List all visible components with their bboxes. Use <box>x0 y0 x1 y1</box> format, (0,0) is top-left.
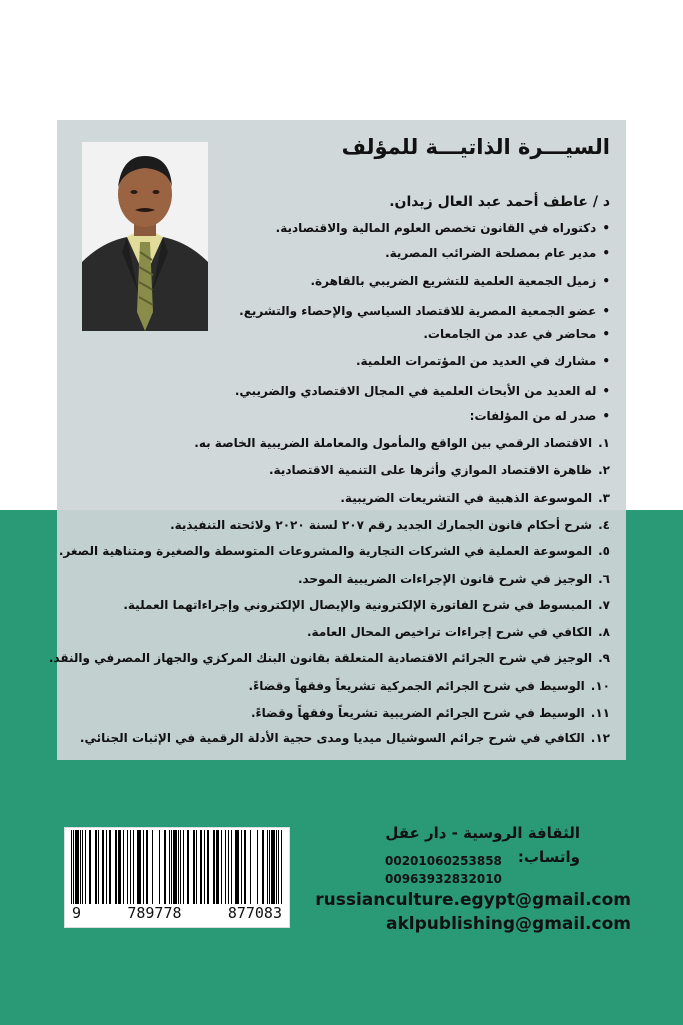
publication-item: ٨.الكافي في شرح إجراءات تراخيص المحال العامة. <box>306 625 610 639</box>
publication-item: ١١.الوسيط في شرح الجرائم الضريبية تشريعاً وفقهاً وقضاءً. <box>250 706 610 720</box>
bio-item: •زميل الجمعية العلمية للتشريع الضريبي بالقاهرة. <box>310 274 610 288</box>
bullet-icon: • <box>602 274 610 288</box>
bio-item: •عضو الجمعية المصرية للاقتصاد السياسي والإحصاء والتشريع. <box>239 304 610 318</box>
bio-item: •محاضر في عدد من الجامعات. <box>423 327 610 341</box>
publication-item: ١٢.الكافي في شرح جرائم السوشيال ميديا ومدى حجية الأدلة الرقمية في الإثبات الجنائي. <box>79 731 610 745</box>
bio-item: •دكتوراه في القانون تخصص العلوم المالية والاقتصادية. <box>275 221 610 235</box>
bullet-icon: • <box>602 354 610 368</box>
phone-number: 00201060253858 <box>385 854 502 868</box>
bullet-icon: • <box>602 409 610 423</box>
bullet-icon: • <box>602 221 610 235</box>
publication-item: ٥.الموسوعة العملية في الشركات التجارية والمشروعات المتوسطة والصغيرة ومتناهية الصغر. <box>58 544 610 558</box>
bullet-icon: • <box>602 304 610 318</box>
publisher-name: الثقافة الروسية - دار عقل <box>385 824 580 842</box>
publication-item: ١.الاقتصاد الرقمي بين الواقع والمأمول والمعاملة الضريبية الخاصة به. <box>194 436 610 450</box>
publication-item: ٢.ظاهرة الاقتصاد الموازي وأثرها على التنمية الاقتصادية. <box>268 463 610 477</box>
bullet-icon: • <box>602 246 610 260</box>
publication-item: ٣.الموسوعة الذهبية في التشريعات الضريبية. <box>340 491 610 505</box>
whatsapp-label: واتساب: <box>517 848 580 866</box>
isbn-number <box>64 904 290 922</box>
bio-item: •له العديد من الأبحاث العلمية في المجال الاقتصادي والضريبي. <box>234 384 610 398</box>
isbn-group: 9 <box>72 904 82 922</box>
email-address: aklpublishing@gmail.com <box>386 914 631 934</box>
author-name: د / عاطف أحمد عبد العال زيدان. <box>389 194 610 210</box>
publication-item: ١٠.الوسيط في شرح الجرائم الجمركية تشريعاً وفقهاً وقضاءً. <box>248 679 610 693</box>
email-address: russianculture.egypt@gmail.com <box>315 890 631 910</box>
publication-item: ٤.شرح أحكام قانون الجمارك الجديد رقم ٢٠٧ لسنة ٢٠٢٠ ولائحته التنفيذية. <box>170 518 610 532</box>
isbn-group: 789778 <box>127 904 182 922</box>
bio-title: السيـــرة الذاتيـــة للمؤلف <box>341 135 610 159</box>
bio-item: •صدر له من المؤلفات: <box>469 409 610 423</box>
bullet-icon: • <box>602 384 610 398</box>
isbn-group: 877083 <box>227 904 282 922</box>
author-photo <box>82 142 208 331</box>
barcode-bars <box>65 828 289 906</box>
bio-item: •مدير عام بمصلحة الضرائب المصرية. <box>385 246 610 260</box>
phone-number: 00963932832010 <box>385 872 502 886</box>
bullet-icon: • <box>602 327 610 341</box>
publication-item: ٧.المبسوط في شرح الفاتورة الإلكترونية والإيصال الإلكتروني وإجراءاتهما العملية. <box>123 598 610 612</box>
publication-item: ٩.الوجيز في شرح الجرائم الاقتصادية المتعلقة بقانون البنك المركزي والجهاز المصرفي والنقد. <box>48 651 610 665</box>
bio-item: •مشارك في العديد من المؤتمرات العلمية. <box>355 354 610 368</box>
publication-item: ٦.الوجيز في شرح قانون الإجراءات الضريبية الموحد. <box>297 572 610 586</box>
